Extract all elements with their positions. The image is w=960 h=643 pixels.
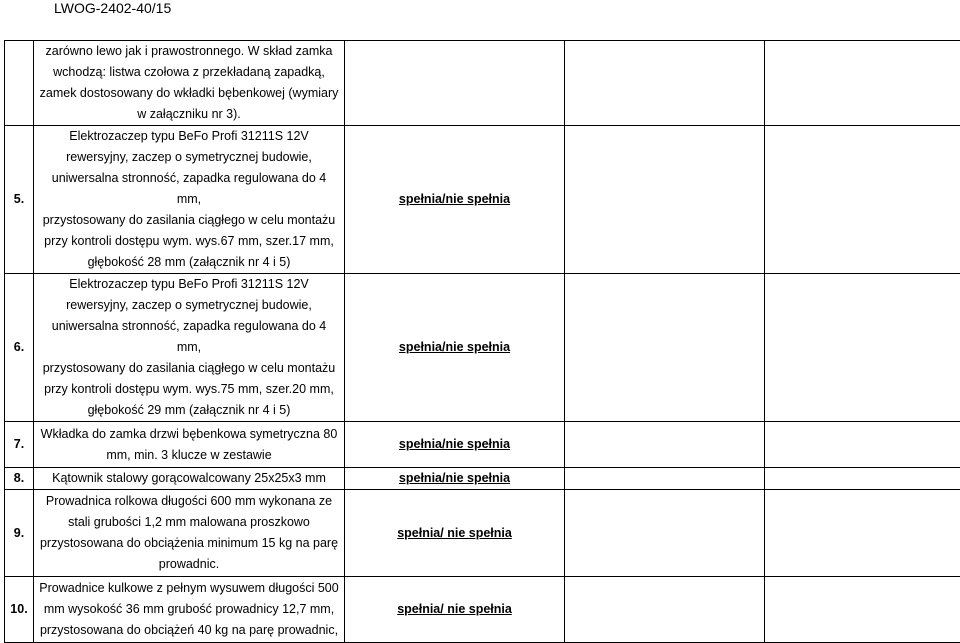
specification-table <box>4 40 960 643</box>
compliance-status: spełnia/ nie spełnia <box>345 577 565 643</box>
empty-cell <box>565 41 765 126</box>
table-row <box>5 274 960 422</box>
row-number: 5. <box>5 126 34 274</box>
row-number: 9. <box>5 490 34 577</box>
empty-cell <box>565 422 765 468</box>
document-code: LWOG-2402-40/15 <box>54 0 171 16</box>
empty-cell <box>765 41 960 126</box>
empty-cell <box>765 577 960 643</box>
compliance-status: spełnia/nie spełnia <box>345 468 565 490</box>
empty-cell <box>765 126 960 274</box>
compliance-status: spełnia/ nie spełnia <box>345 490 565 577</box>
compliance-status <box>345 41 565 126</box>
empty-cell <box>765 274 960 422</box>
table-row <box>5 577 960 643</box>
empty-cell <box>565 126 765 274</box>
empty-cell <box>765 468 960 490</box>
row-number: 10. <box>5 577 34 643</box>
empty-cell <box>565 274 765 422</box>
item-description: Elektrozaczep typu BeFo Profi 31211S 12V rewersyjny, zaczep o symetrycznej budowie, uniwersalna stronność, zapadka regulowana do 4 mm, przystosowany do zasilania ciągłego w celu montażu przy kontroli dostępu wym. wys.75 mm, szer.20 mm, głębokość 29 mm (załącznik nr 4 i 5) <box>34 274 345 422</box>
item-description: Prowadnice kulkowe z pełnym wysuwem długości 500 mm wysokość 36 mm grubość prowadnicy 12,7 mm, przystosowana do obciążeń 40 kg na parę prowadnic, <box>34 577 345 643</box>
item-description: Prowadnica rolkowa długości 600 mm wykonana ze stali grubości 1,2 mm malowana proszkowo przystosowana do obciążenia minimum 15 kg na parę prowadnic. <box>34 490 345 577</box>
table-row <box>5 41 960 126</box>
item-description: Kątownik stalowy gorącowalcowany 25x25x3 mm <box>34 468 345 490</box>
empty-cell <box>565 468 765 490</box>
table-row <box>5 126 960 274</box>
compliance-status: spełnia/nie spełnia <box>345 274 565 422</box>
empty-cell <box>765 490 960 577</box>
empty-cell <box>565 490 765 577</box>
compliance-status: spełnia/nie spełnia <box>345 422 565 468</box>
table-row <box>5 490 960 577</box>
row-number: 6. <box>5 274 34 422</box>
table-row <box>5 468 960 490</box>
empty-cell <box>565 577 765 643</box>
compliance-status: spełnia/nie spełnia <box>345 126 565 274</box>
item-description: Elektrozaczep typu BeFo Profi 31211S 12V rewersyjny, zaczep o symetrycznej budowie, uniwersalna stronność, zapadka regulowana do 4 mm, przystosowany do zasilania ciągłego w celu montażu przy kontroli dostępu wym. wys.67 mm, szer.17 mm, głębokość 28 mm (załącznik nr 4 i 5) <box>34 126 345 274</box>
row-number: 7. <box>5 422 34 468</box>
row-number <box>5 41 34 126</box>
table-row <box>5 422 960 468</box>
item-description: Wkładka do zamka drzwi bębenkowa symetryczna 80 mm, min. 3 klucze w zestawie <box>34 422 345 468</box>
item-description: zarówno lewo jak i prawostronnego. W skład zamka wchodzą: listwa czołowa z przekładaną zapadką, zamek dostosowany do wkładki bębenkowej (wymiary w załączniku nr 3). <box>34 41 345 126</box>
row-number: 8. <box>5 468 34 490</box>
empty-cell <box>765 422 960 468</box>
